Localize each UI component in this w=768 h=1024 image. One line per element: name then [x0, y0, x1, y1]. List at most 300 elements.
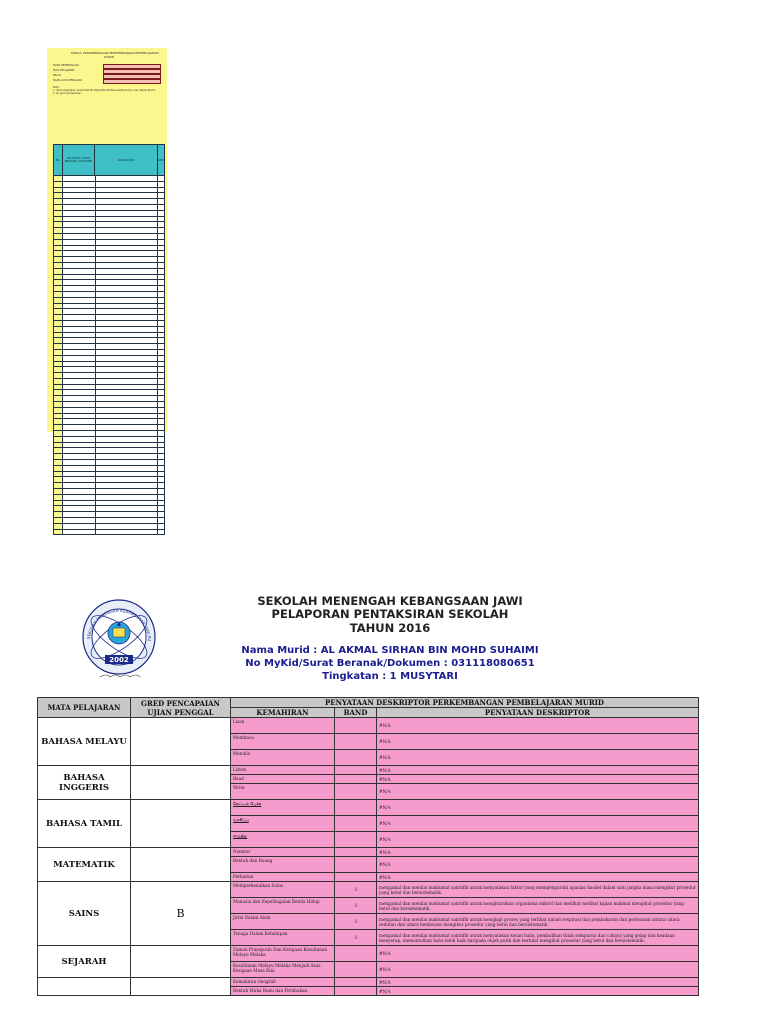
sheet-cell[interactable] [54, 280, 63, 285]
sheet-cell[interactable] [63, 292, 96, 297]
skill-cell: கேட்டல் பேச்சு [231, 800, 335, 816]
sheet-cell[interactable] [96, 205, 159, 210]
subject-grade [131, 978, 231, 996]
band-cell: 3 [335, 898, 377, 914]
sheet-cell[interactable] [96, 188, 159, 193]
sheet-cell[interactable] [158, 338, 164, 343]
sheet-cell[interactable] [63, 182, 96, 187]
sheet-cell[interactable] [96, 466, 159, 471]
sheet-cell[interactable] [158, 280, 164, 285]
sheet-cell[interactable] [96, 460, 159, 465]
sheet-cell[interactable] [63, 199, 96, 204]
sheet-cell[interactable] [96, 390, 159, 395]
sheet-cell[interactable] [96, 495, 159, 500]
sheet-cell[interactable] [96, 263, 159, 268]
sheet-cell[interactable] [158, 408, 164, 413]
sheet-cell[interactable] [96, 396, 159, 401]
sheet-note-heading: Nota: [53, 86, 60, 89]
sheet-cell[interactable] [158, 443, 164, 448]
skill-cell: Membaca [231, 734, 335, 750]
sheet-cell[interactable] [54, 205, 63, 210]
sheet-cell[interactable] [158, 425, 164, 430]
sheet-cell[interactable] [63, 472, 96, 477]
sheet-cell[interactable] [54, 251, 63, 256]
sheet-cell[interactable] [63, 217, 96, 222]
sheet-cell[interactable] [158, 385, 164, 390]
skill-cell: வாசிப்பு [231, 816, 335, 832]
skill-cell: Perkaitan [231, 873, 335, 882]
assessment-table-body [38, 718, 699, 996]
sheet-cell[interactable] [54, 263, 63, 268]
sheet-cell[interactable] [63, 379, 96, 384]
sheet-cell[interactable] [158, 524, 164, 529]
sheet-cell[interactable] [96, 356, 159, 361]
descriptor-cell: #N/A [377, 946, 699, 962]
subject-grade [131, 766, 231, 800]
sheet-cell[interactable] [158, 309, 164, 314]
sheet-cell[interactable] [54, 396, 63, 401]
sheet-cell[interactable] [63, 327, 96, 332]
sheet-cell[interactable] [96, 246, 159, 251]
sheet-cell[interactable] [54, 193, 63, 198]
sheet-cell[interactable] [54, 304, 63, 309]
sheet-cell[interactable] [96, 350, 159, 355]
sheet-cell[interactable] [96, 472, 159, 477]
sheet-cell[interactable] [96, 211, 159, 216]
sheet-cell[interactable] [63, 193, 96, 198]
sheet-cell[interactable] [54, 437, 63, 442]
sheet-cell[interactable] [96, 414, 159, 419]
sheet-cell[interactable] [63, 518, 96, 523]
sheet-cell[interactable] [63, 443, 96, 448]
school-name: SEKOLAH MENENGAH KEBANGSAAN JAWI [257, 594, 523, 608]
sheet-cell[interactable] [54, 257, 63, 262]
sheet-cell[interactable] [63, 454, 96, 459]
sheet-cell[interactable] [63, 228, 96, 233]
band-cell [335, 734, 377, 750]
sheet-cell[interactable] [54, 246, 63, 251]
sheet-cell[interactable] [63, 333, 96, 338]
sheet-cell[interactable] [63, 338, 96, 343]
sheet-cell[interactable] [54, 518, 63, 523]
sheet-cell[interactable] [158, 402, 164, 407]
sheet-cell[interactable] [158, 257, 164, 262]
sheet-cell[interactable] [54, 315, 63, 320]
band-cell: 3 [335, 930, 377, 946]
sheet-cell[interactable] [158, 379, 164, 384]
descriptor-cell: #N/A [377, 784, 699, 800]
sheet-cell[interactable] [63, 501, 96, 506]
sheet-cell[interactable] [63, 176, 96, 181]
sheet-cell[interactable] [54, 495, 63, 500]
sheet-grid-body [53, 176, 165, 535]
sheet-cell[interactable] [96, 257, 159, 262]
sheet-cell[interactable] [54, 222, 63, 227]
sheet-cell[interactable] [63, 304, 96, 309]
sheet-cell[interactable] [96, 477, 159, 482]
sheet-cell[interactable] [54, 483, 63, 488]
band-cell [335, 816, 377, 832]
sheet-cell[interactable] [158, 495, 164, 500]
sheet-cell[interactable] [96, 286, 159, 291]
sheet-cell[interactable] [63, 419, 96, 424]
sheet-cell[interactable] [96, 344, 159, 349]
sheet-cell[interactable] [54, 472, 63, 477]
sheet-cell[interactable] [54, 234, 63, 239]
sheet-cell[interactable] [63, 344, 96, 349]
sheet-cell[interactable] [158, 344, 164, 349]
sheet-cell[interactable] [54, 182, 63, 187]
sheet-cell[interactable] [96, 321, 159, 326]
sheet-cell[interactable] [63, 483, 96, 488]
sheet-cell[interactable] [54, 228, 63, 233]
sheet-cell[interactable] [158, 188, 164, 193]
skill-cell: Memperkenalkan Sains [231, 882, 335, 898]
sheet-cell[interactable] [158, 327, 164, 332]
sheet-cell[interactable] [96, 292, 159, 297]
descriptor-cell: #N/A [377, 800, 699, 816]
sheet-cell[interactable] [63, 321, 96, 326]
sheet-cell[interactable] [63, 298, 96, 303]
skill-cell: Lisan [231, 718, 335, 734]
sheet-cell[interactable] [96, 506, 159, 511]
sheet-cell[interactable] [63, 425, 96, 430]
sheet-cell[interactable] [96, 269, 159, 274]
sheet-cell[interactable] [158, 234, 164, 239]
sheet-cell[interactable] [96, 367, 159, 372]
sheet-cell[interactable] [54, 344, 63, 349]
sheet-row [53, 530, 165, 536]
sheet-cell[interactable] [96, 483, 159, 488]
sheet-cell[interactable] [54, 408, 63, 413]
sheet-cell[interactable] [63, 431, 96, 436]
sheet-cell[interactable] [158, 506, 164, 511]
sheet-cell[interactable] [63, 286, 96, 291]
sheet-cell[interactable] [158, 217, 164, 222]
sheet-cell[interactable] [54, 512, 63, 517]
assessment-table [37, 697, 699, 996]
sheet-cell[interactable] [96, 448, 159, 453]
sheet-cell[interactable] [96, 425, 159, 430]
sheet-cell[interactable] [54, 298, 63, 303]
subject-name: SAINS [38, 882, 131, 946]
sheet-cell[interactable] [63, 367, 96, 372]
sheet-cell[interactable] [158, 246, 164, 251]
sheet-cell[interactable] [54, 443, 63, 448]
sheet-cell[interactable] [54, 269, 63, 274]
sheet-cell[interactable] [54, 373, 63, 378]
sheet-cell[interactable] [96, 182, 159, 187]
sheet-cell[interactable] [54, 211, 63, 216]
sheet-cell[interactable] [54, 240, 63, 245]
subject-name: BAHASA MELAYU [38, 718, 131, 766]
sheet-cell[interactable] [63, 309, 96, 314]
sheet-cell[interactable] [63, 240, 96, 245]
sheet-cell[interactable] [158, 315, 164, 320]
sheet-cell[interactable] [54, 292, 63, 297]
sheet-cell[interactable] [96, 501, 159, 506]
sheet-note-1: 1. Sila lengkapkan maklumat No MyKid/Surat Beranak/Dokumen dan Nama Murid. [53, 89, 156, 92]
sheet-cell[interactable] [96, 443, 159, 448]
sheet-cell[interactable] [54, 199, 63, 204]
sheet-cell[interactable] [63, 408, 96, 413]
sheet-cell[interactable] [54, 530, 63, 535]
sheet-cell[interactable] [54, 217, 63, 222]
skill-cell: Menulis [231, 750, 335, 766]
band-cell [335, 873, 377, 882]
sheet-cell[interactable] [158, 483, 164, 488]
sheet-cell[interactable] [54, 327, 63, 332]
sheet-grid-header [53, 144, 165, 176]
sheet-cell[interactable] [96, 408, 159, 413]
sheet-cell[interactable] [54, 466, 63, 471]
sheet-cell[interactable] [54, 176, 63, 181]
sheet-cell[interactable] [63, 512, 96, 517]
sheet-cell[interactable] [158, 489, 164, 494]
sheet-cell[interactable] [63, 495, 96, 500]
sheet-cell[interactable] [54, 419, 63, 424]
sheet-cell[interactable] [63, 188, 96, 193]
sheet-cell[interactable] [63, 222, 96, 227]
band-cell [335, 718, 377, 734]
sheet-cell[interactable] [158, 501, 164, 506]
sheet-cell[interactable] [54, 454, 63, 459]
sheet-cell[interactable] [158, 321, 164, 326]
sheet-cell[interactable] [96, 385, 159, 390]
sheet-cell[interactable] [158, 263, 164, 268]
sheet-cell[interactable] [158, 419, 164, 424]
sheet-cell[interactable] [54, 501, 63, 506]
sheet-cell[interactable] [158, 460, 164, 465]
sheet-cell[interactable] [96, 454, 159, 459]
sheet-cell[interactable] [96, 222, 159, 227]
sheet-cell[interactable] [63, 448, 96, 453]
sheet-cell[interactable] [96, 315, 159, 320]
sheet-input-teacher[interactable] [103, 79, 161, 84]
sheet-cell[interactable] [96, 333, 159, 338]
sheet-cell[interactable] [63, 385, 96, 390]
sheet-cell[interactable] [54, 390, 63, 395]
sheet-cell[interactable] [63, 350, 96, 355]
col-grade-header: GRED PENCAPAIAN UJIAN PENGGAL [131, 698, 231, 718]
sheet-cell[interactable] [63, 466, 96, 471]
sheet-cell[interactable] [96, 379, 159, 384]
sheet-cell[interactable] [158, 373, 164, 378]
sheet-cell[interactable] [63, 530, 96, 535]
sheet-cell[interactable] [158, 211, 164, 216]
sheet-cell[interactable] [158, 222, 164, 227]
descriptor-cell: #N/A [377, 775, 699, 784]
sheet-cell[interactable] [54, 275, 63, 280]
sheet-cell[interactable] [158, 350, 164, 355]
sheet-cell[interactable] [158, 431, 164, 436]
sheet-cell[interactable] [54, 379, 63, 384]
sheet-cell[interactable] [54, 321, 63, 326]
sheet-cell[interactable] [54, 338, 63, 343]
skill-cell: Listen [231, 766, 335, 775]
sheet-cell[interactable] [54, 367, 63, 372]
band-cell [335, 775, 377, 784]
sheet-cell[interactable] [54, 506, 63, 511]
sheet-cell[interactable] [96, 338, 159, 343]
sheet-cell[interactable] [54, 385, 63, 390]
sheet-cell[interactable] [158, 518, 164, 523]
sheet-cell[interactable] [54, 431, 63, 436]
sheet-cell[interactable] [63, 524, 96, 529]
sheet-cell[interactable] [54, 477, 63, 482]
sheet-cell[interactable] [158, 251, 164, 256]
sheet-cell[interactable] [96, 193, 159, 198]
sheet-cell[interactable] [158, 466, 164, 471]
sheet-cell[interactable] [96, 373, 159, 378]
sheet-cell[interactable] [63, 251, 96, 256]
sheet-cell[interactable] [158, 199, 164, 204]
sheet-cell[interactable] [158, 472, 164, 477]
sheet-cell[interactable] [54, 414, 63, 419]
sheet-cell[interactable] [54, 489, 63, 494]
sheet-cell[interactable] [96, 437, 159, 442]
sheet-cell[interactable] [158, 448, 164, 453]
student-name: Nama Murid : AL AKMAL SIRHAN BIN MOHD SUHAIMI [241, 645, 539, 656]
sheet-cell[interactable] [158, 275, 164, 280]
sheet-cell[interactable] [96, 251, 159, 256]
sheet-cell[interactable] [158, 454, 164, 459]
descriptor-cell: #N/A [377, 766, 699, 775]
sheet-cell[interactable] [54, 448, 63, 453]
sheet-cell[interactable] [96, 234, 159, 239]
sheet-cell[interactable] [63, 402, 96, 407]
table-row [38, 718, 699, 734]
sheet-cell[interactable] [96, 275, 159, 280]
sheet-cell[interactable] [63, 506, 96, 511]
sheet-cell[interactable] [158, 437, 164, 442]
sheet-cell[interactable] [96, 524, 159, 529]
sheet-cell[interactable] [96, 240, 159, 245]
sheet-cell[interactable] [63, 373, 96, 378]
sheet-cell[interactable] [158, 396, 164, 401]
sheet-cell[interactable] [63, 437, 96, 442]
sheet-cell[interactable] [63, 280, 96, 285]
sheet-cell[interactable] [96, 419, 159, 424]
sheet-cell[interactable] [158, 228, 164, 233]
sheet-cell[interactable] [54, 362, 63, 367]
band-cell [335, 987, 377, 996]
sheet-cell[interactable] [63, 362, 96, 367]
descriptor-cell: #N/A [377, 962, 699, 978]
sheet-cell[interactable] [158, 367, 164, 372]
sheet-cell[interactable] [96, 304, 159, 309]
sheet-cell[interactable] [54, 402, 63, 407]
descriptor-cell: #N/A [377, 978, 699, 987]
sheet-cell[interactable] [96, 309, 159, 314]
sheet-cell[interactable] [158, 182, 164, 187]
sheet-cell[interactable] [63, 234, 96, 239]
sheet-cell[interactable] [158, 414, 164, 419]
sheet-cell[interactable] [63, 356, 96, 361]
sheet-cell[interactable] [158, 390, 164, 395]
sheet-cell[interactable] [158, 269, 164, 274]
sheet-cell[interactable] [96, 530, 159, 535]
sheet-cell[interactable] [54, 350, 63, 355]
descriptor-cell: #N/A [377, 848, 699, 857]
sheet-cell[interactable] [158, 356, 164, 361]
sheet-label-exam: NAMA PEPERIKSAAN [53, 64, 79, 67]
sheet-cell[interactable] [158, 333, 164, 338]
sheet-cell[interactable] [96, 431, 159, 436]
sheet-cell[interactable] [63, 263, 96, 268]
sheet-cell[interactable] [158, 176, 164, 181]
skill-cell: Nombor [231, 848, 335, 857]
sheet-cell[interactable] [54, 309, 63, 314]
sheet-cell[interactable] [96, 402, 159, 407]
sheet-cell[interactable] [63, 269, 96, 274]
sheet-cell[interactable] [96, 280, 159, 285]
sheet-cell[interactable] [158, 286, 164, 291]
descriptor-cell: #N/A [377, 987, 699, 996]
subject-grade [131, 800, 231, 848]
descriptor-cell: #N/A [377, 873, 699, 882]
table-row [38, 946, 699, 962]
descriptor-cell: #N/A [377, 734, 699, 750]
sheet-cell[interactable] [158, 362, 164, 367]
sheet-cell[interactable] [54, 333, 63, 338]
sheet-cell[interactable] [158, 512, 164, 517]
sheet-cell[interactable] [63, 315, 96, 320]
sheet-cell[interactable] [63, 489, 96, 494]
sheet-cell[interactable] [96, 199, 159, 204]
sheet-cell[interactable] [63, 390, 96, 395]
sheet-cell[interactable] [54, 425, 63, 430]
sheet-cell[interactable] [63, 205, 96, 210]
band-cell [335, 962, 377, 978]
band-cell [335, 978, 377, 987]
sheet-cell[interactable] [96, 489, 159, 494]
sheet-cell[interactable] [158, 304, 164, 309]
sheet-cell[interactable] [96, 217, 159, 222]
sheet-cell[interactable] [63, 246, 96, 251]
sheet-cell[interactable] [63, 275, 96, 280]
sheet-cell[interactable] [63, 414, 96, 419]
sheet-cell[interactable] [63, 460, 96, 465]
descriptor-cell: mengamal dan menilai maklumat saintifik untuk menghuraikan organisma mikrof dan meilihat melihat kajian makmal mengikut prosedur yang betul dan bersistematik. [377, 898, 699, 914]
sheet-cell[interactable] [54, 460, 63, 465]
band-cell [335, 857, 377, 873]
sheet-cell[interactable] [63, 211, 96, 216]
sheet-cell[interactable] [54, 356, 63, 361]
sheet-cell[interactable] [96, 518, 159, 523]
sheet-cell[interactable] [158, 477, 164, 482]
sheet-cell[interactable] [96, 176, 159, 181]
sheet-cell[interactable] [63, 396, 96, 401]
sheet-cell[interactable] [54, 188, 63, 193]
sheet-cell[interactable] [158, 292, 164, 297]
sheet-cell[interactable] [54, 524, 63, 529]
sheet-cell[interactable] [158, 298, 164, 303]
sheet-cell[interactable] [96, 512, 159, 517]
sheet-cell[interactable] [96, 327, 159, 332]
sheet-cell[interactable] [54, 286, 63, 291]
sheet-cell[interactable] [96, 298, 159, 303]
sheet-cell[interactable] [63, 477, 96, 482]
sheet-cell[interactable] [158, 530, 164, 535]
sheet-cell[interactable] [158, 193, 164, 198]
sheet-cell[interactable] [96, 362, 159, 367]
sheet-cell[interactable] [96, 228, 159, 233]
skill-cell: Bentuk dan Ruang [231, 857, 335, 873]
sheet-cell[interactable] [158, 205, 164, 210]
sheet-cell[interactable] [158, 240, 164, 245]
sheet-cell[interactable] [63, 257, 96, 262]
